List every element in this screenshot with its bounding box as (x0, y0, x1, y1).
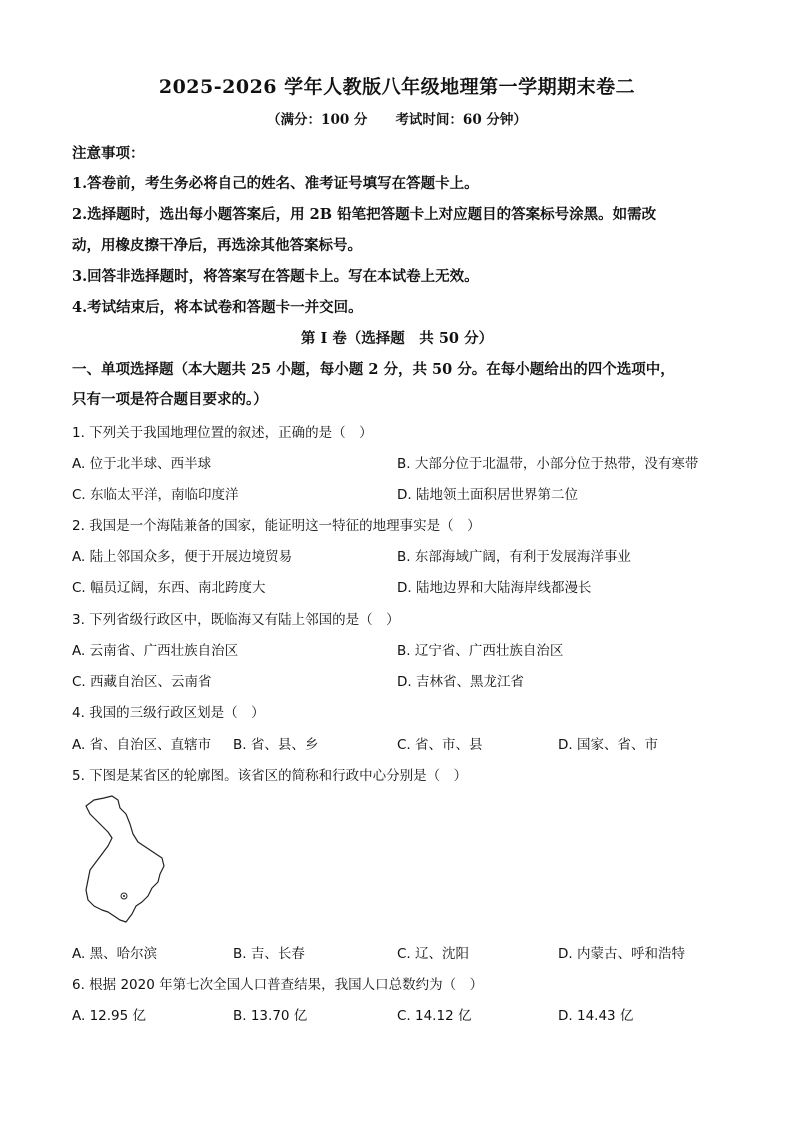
question-4-option-a: A. 省、自治区、直辖市 (72, 737, 212, 753)
province-outline-map (78, 792, 178, 932)
question-6-stem: 6. 根据 2020 年第七次全国人口普查结果，我国人口总数约为（ ） (72, 977, 484, 993)
question-3-stem: 3. 下列省级行政区中，既临海又有陆上邻国的是（ ） (72, 612, 400, 628)
notice-item-1: 1.答卷前，考生务必将自己的姓名、准考证号填写在答题卡上。 (72, 175, 479, 192)
part-title: 第 I 卷（选择题 共 50 分） (300, 330, 494, 347)
province-outline (86, 796, 164, 922)
notice-item-2-cont: 动，用橡皮擦干净后，再选涂其他答案标号。 (72, 237, 362, 254)
exam-time: 考试时间：60 分钟） (395, 112, 527, 128)
question-3-option-b: B. 辽宁省、广西壮族自治区 (397, 643, 564, 659)
full-score: （满分：100 分 (267, 112, 368, 128)
question-2-option-a: A. 陆上邻国众多，便于开展边境贸易 (72, 549, 293, 565)
question-4-option-c: C. 省、市、县 (397, 737, 483, 753)
question-5-stem: 5. 下图是某省区的轮廓图。该省区的简称和行政中心分别是（ ） (72, 768, 468, 784)
question-5-option-b: B. 吉、长春 (233, 946, 305, 962)
question-4-stem: 4. 我国的三级行政区划是（ ） (72, 705, 265, 721)
question-1-option-d: D. 陆地领土面积居世界第二位 (397, 487, 578, 503)
notice-item-3: 3.回答非选择题时，将答案写在答题卡上。写在本试卷上无效。 (72, 268, 479, 285)
question-2-option-c: C. 幅员辽阔，东西、南北跨度大 (72, 580, 266, 596)
question-5-option-d: D. 内蒙古、呼和浩特 (558, 946, 685, 962)
question-2-stem: 2. 我国是一个海陆兼备的国家，能证明这一特征的地理事实是（ ） (72, 518, 481, 534)
question-4-option-b: B. 省、县、乡 (233, 737, 319, 753)
question-3-option-a: A. 云南省、广西壮族自治区 (72, 643, 239, 659)
exam-title: 2025-2026 学年人教版八年级地理第一学期期末卷二 (158, 76, 636, 98)
question-1-option-a: A. 位于北半球、西半球 (72, 456, 212, 472)
question-3-option-d: D. 吉林省、黑龙江省 (397, 674, 524, 690)
question-5-option-c: C. 辽、沈阳 (397, 946, 470, 962)
question-1-option-c: C. 东临太平洋，南临印度洋 (72, 487, 239, 503)
question-6-option-d: D. 14.43 亿 (558, 1008, 634, 1024)
question-4-option-d: D. 国家、省、市 (558, 737, 658, 753)
capital-marker-dot (123, 895, 125, 897)
question-1-option-b: B. 大部分位于北温带，小部分位于热带，没有寒带 (397, 456, 699, 472)
notice-item-4: 4.考试结束后，将本试卷和答题卡一并交回。 (72, 299, 363, 316)
question-5-option-a: A. 黑、哈尔滨 (72, 946, 158, 962)
section-instruction-2: 只有一项是符合题目要求的。） (72, 391, 268, 408)
question-6-option-b: B. 13.70 亿 (233, 1008, 308, 1024)
question-3-option-c: C. 西藏自治区、云南省 (72, 674, 212, 690)
question-2-option-d: D. 陆地边界和大陆海岸线都漫长 (397, 580, 592, 596)
notice-heading: 注意事项： (72, 145, 145, 162)
question-6-option-a: A. 12.95 亿 (72, 1008, 147, 1024)
question-1-stem: 1. 下列关于我国地理位置的叙述，正确的是（ ） (72, 425, 373, 441)
notice-item-2: 2.选择题时，选出每小题答案后，用 2B 铅笔把答题卡上对应题目的答案标号涂黑。如需改 (72, 206, 657, 223)
question-6-option-c: C. 14.12 亿 (397, 1008, 472, 1024)
exam-subtitle (0, 108, 794, 128)
section-instruction-1: 一、单项选择题（本大题共 25 小题，每小题 2 分，共 50 分。在每小题给出的四个选项中， (72, 361, 675, 378)
question-2-option-b: B. 东部海域广阔，有利于发展海洋事业 (397, 549, 631, 565)
